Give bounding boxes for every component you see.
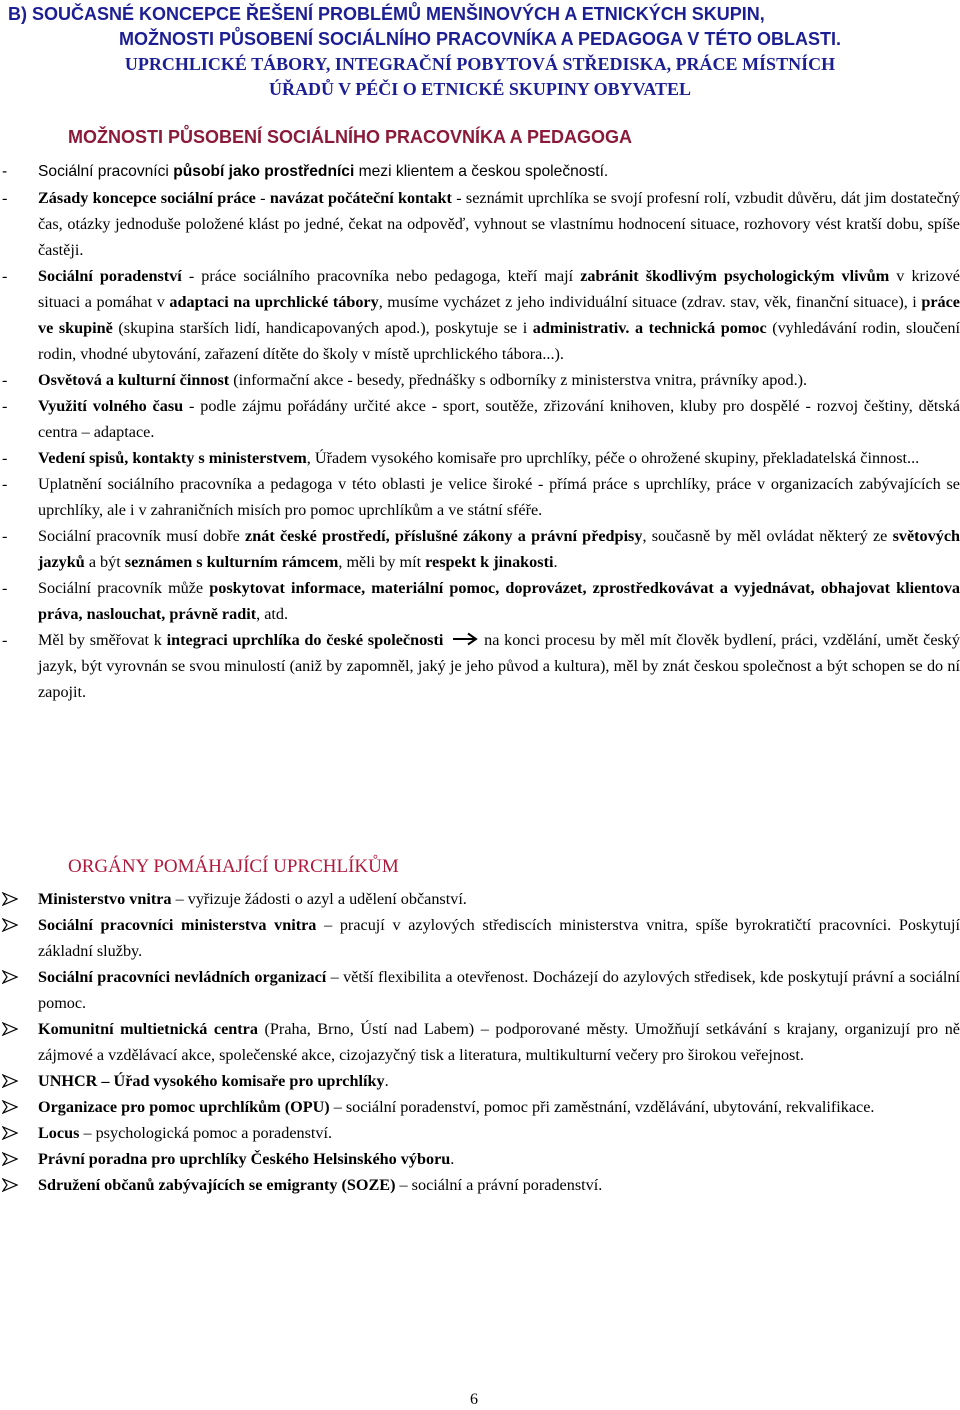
dash-marker: -: [2, 397, 8, 415]
subheading: MOŽNOSTI PŮSOBENÍ SOCIÁLNÍHO PRACOVNÍKA A PEDAGOGA: [68, 127, 633, 147]
list-item: - Využití volného času - podle zájmu pořádány určité akce - sport, soutěže, zřizování knihoven, kluby pro dospělé - rozvoj češtiny, dětská centra – adaptace.: [0, 393, 960, 445]
dash-marker: -: [2, 449, 8, 467]
list-item: - Uplatnění sociálního pracovníka a pedagoga v této oblasti je velice široké - přímá práce s uprchlíky, práce v organizacích zabývajících se uprchlíky, ale i v zahraničních misích pro pomoc uprchlíkům a ve státní sféře.: [0, 471, 960, 523]
arrowhead-bullet-icon: [2, 970, 18, 984]
list-item: - Vedení spisů, kontakty s ministerstvem, Úřadem vysokého komisaře pro uprchlíky, péče o ohrožené skupiny, překladatelská činnost...: [0, 445, 960, 471]
list-item: Sociální pracovníci ministerstva vnitra – pracují v azylových střediscích ministerstva vnitra, spíše byrokratičtí pracovníci. Poskytují základní služby.: [0, 912, 960, 964]
list-item: Sdružení občanů zabývajících se emigranty (SOZE) – sociální a právní poradenství.: [0, 1172, 960, 1198]
dash-marker: -: [2, 371, 8, 389]
list-item: Ministerstvo vnitra – vyřizuje žádosti o azyl a udělení občanství.: [0, 886, 960, 912]
header-line-3: UPRCHLICKÉ TÁBORY, INTEGRAČNÍ POBYTOVÁ STŘEDISKA, PRÁCE MÍSTNÍCH: [124, 54, 836, 74]
org-heading: ORGÁNY POMÁHAJÍCÍ UPRCHLÍKŮM: [68, 856, 399, 877]
arrowhead-bullet-icon: [2, 1074, 18, 1088]
list-item: - Sociální pracovníci působí jako prostředníci mezi klientem a českou společností.: [0, 159, 960, 185]
section-header: [0, 2, 960, 102]
arrowhead-bullet-icon: [2, 892, 18, 906]
dash-marker: -: [2, 163, 8, 180]
list-item: - Měl by směřovat k integraci uprchlíka do české společnosti na konci procesu by měl mít člověk bydlení, práci, vzdělání, umět český jazyk, být vyrovnán se svou minulostí (aniž by zapomněl, jaký je jeho původ a kultura), měl by znát českou společnost a být schopen se do ní zapojit.: [0, 627, 960, 705]
dash-list: [0, 159, 960, 705]
arrowhead-bullet-icon: [2, 1126, 18, 1140]
dash-marker: -: [2, 189, 8, 207]
dash-marker: -: [2, 475, 8, 493]
list-item: Právní poradna pro uprchlíky Českého Helsinského výboru.: [0, 1146, 960, 1172]
header-line-2: MOŽNOSTI PŮSOBENÍ SOCIÁLNÍHO PRACOVNÍKA A PEDAGOGA V TÉTO OBLASTI.: [118, 29, 842, 49]
dash-marker: -: [2, 267, 8, 285]
arrowhead-bullet-icon: [2, 1152, 18, 1166]
arrowhead-bullet-icon: [2, 918, 18, 932]
arrowhead-bullet-icon: [2, 1100, 18, 1114]
arrowhead-bullet-icon: [2, 1178, 18, 1192]
header-line-4: ÚŘADŮ V PÉČI O ETNICKÉ SKUPINY OBYVATEL: [268, 79, 692, 99]
list-item: Organizace pro pomoc uprchlíkům (OPU) – sociální poradenství, pomoc při zaměstnání, vzdělávání, ubytování, rekvalifikace.: [0, 1094, 960, 1120]
org-list: [0, 886, 960, 1198]
list-item: Sociální pracovníci nevládních organizací – větší flexibilita a otevřenost. Docházejí do azylových středisek, kde poskytují právní a sociální pomoc.: [0, 964, 960, 1016]
list-item: - Osvětová a kulturní činnost (informační akce - besedy, přednášky s odborníky z ministerstva vnitra, právníky apod.).: [0, 367, 960, 393]
list-item: - Sociální poradenství - práce sociálního pracovníka nebo pedagoga, kteří mají zabránit škodlivým psychologickým vlivům v krizové situaci a pomáhat v adaptaci na uprchlické tábory, musíme vycházet z jeho individuální situace (zdrav. stav, věk, finanční situace), i práce ve skupině (skupina starších lidí, handicapovaných apod.), poskytuje se i administrativ. a technická pomoc (vyhledávání rodin, sloučení rodin, vhodné ubytování, zařazení dítěte do školy v místě uprchlického tábora...).: [0, 263, 960, 367]
dash-marker: -: [2, 579, 8, 597]
list-item: Locus – psychologická pomoc a poradenství.: [0, 1120, 960, 1146]
dash-marker: -: [2, 527, 8, 545]
list-item: UNHCR – Úřad vysokého komisaře pro uprchlíky.: [0, 1068, 960, 1094]
list-item: - Sociální pracovník může poskytovat informace, materiální pomoc, doprovázet, zprostředkovávat a vyjednávat, obhajovat klientova práva, naslouchat, právně radit, atd.: [0, 575, 960, 627]
list-item: - Zásady koncepce sociální práce - navázat počáteční kontakt - seznámit uprchlíka se svojí profesní rolí, vzbudit důvěru, dát jim dostatečný čas, otázky jednoduše položené klást po jedné, čekat na odpověď, vyhnout se vlastnímu hodnocení situace, rozhovory vést kratší dobu, spíše častěji.: [0, 185, 960, 263]
arrowhead-bullet-icon: [2, 1022, 18, 1036]
page-number: 6: [470, 1391, 478, 1408]
list-item: - Sociální pracovník musí dobře znát české prostředí, příslušné zákony a právní předpisy, současně by měl ovládat některý ze světových jazyků a být seznámen s kulturním rámcem, měli by mít respekt k jinakosti.: [0, 523, 960, 575]
header-line-1: B) SOUČASNÉ KONCEPCE ŘEŠENÍ PROBLÉMŮ MENŠINOVÝCH A ETNICKÝCH SKUPIN,: [8, 4, 765, 24]
dash-marker: -: [2, 631, 8, 649]
right-arrow-icon: [452, 632, 480, 646]
list-item: Komunitní multietnická centra (Praha, Brno, Ústí nad Labem) – podporované městy. Umožňují setkávání s krajany, organizují pro ně zájmové a vzdělávací akce, společenské akce, cizojazyčný tisk a literatura, multikulturní večery pro širokou veřejnost.: [0, 1016, 960, 1068]
